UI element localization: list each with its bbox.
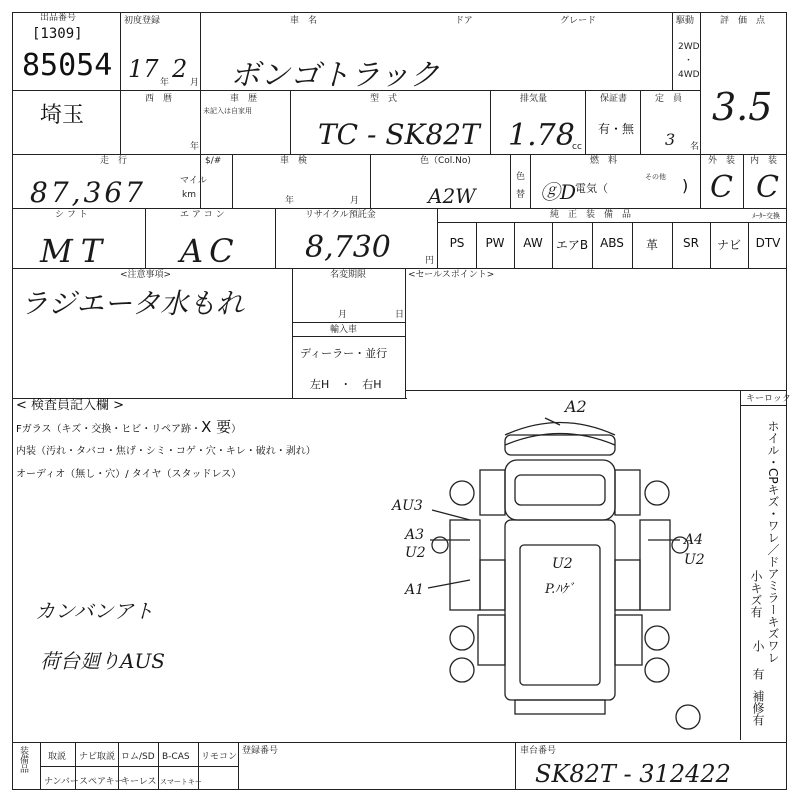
footer-rom: ロム/SD bbox=[121, 752, 155, 762]
model-year-note: 未記入は自家用 bbox=[203, 107, 252, 115]
mark-u2-center: U2 bbox=[552, 556, 573, 572]
chassis-number-label: 車台番号 bbox=[520, 746, 557, 756]
equip-navi: ナビ bbox=[716, 238, 741, 252]
displacement-label: 排気量 bbox=[520, 94, 548, 104]
mark-au3: AU3 bbox=[392, 498, 423, 514]
lot-label: 出品番号 bbox=[40, 13, 77, 23]
mileage-unit-km: km bbox=[182, 190, 196, 200]
equip-abs: ABS bbox=[600, 236, 624, 250]
equip-leather: 革 bbox=[645, 238, 658, 252]
color-label: 色（Col.No) bbox=[420, 156, 471, 166]
side-repair: 補修有 bbox=[751, 690, 765, 726]
car-name-label: 車 名 bbox=[290, 16, 318, 26]
color-value: A2W bbox=[428, 184, 476, 208]
footer-manual: 取説 bbox=[48, 752, 67, 762]
equipment-label: 純 正 装 備 品 bbox=[550, 210, 632, 220]
remarks-2: 荷台廻りAUS bbox=[40, 649, 165, 673]
exterior-grade: C bbox=[710, 170, 733, 205]
mileage-label: 走 行 bbox=[100, 156, 128, 166]
recolor-label-2: 替 bbox=[516, 190, 526, 200]
footer-navi-manual: ナビ取説 bbox=[79, 752, 116, 762]
mark-a3: A3 bbox=[405, 527, 425, 543]
capacity-label: 定 員 bbox=[655, 94, 683, 104]
mark-p-hage: P.ﾊｹﾞ bbox=[545, 582, 575, 597]
audio-line: オーディオ（無し・穴）/ タイヤ（スタッドレス） bbox=[16, 469, 242, 480]
mark-a1: A1 bbox=[405, 582, 425, 598]
recolor-label-1: 色 bbox=[516, 172, 526, 182]
footer-plate: ナンバー bbox=[44, 777, 79, 787]
drive-label: 駆動 bbox=[676, 16, 695, 26]
drive-4wd: 4WD bbox=[678, 70, 700, 80]
footer-spare-key: スペアキー bbox=[79, 777, 124, 787]
model-year-label: 車 歴 bbox=[230, 94, 258, 104]
caution-text: ラジエータ水もれ bbox=[20, 287, 245, 320]
grade-label: グレード bbox=[560, 16, 597, 26]
keylock-label: キーロック bbox=[746, 394, 791, 404]
warranty-value: 有・無 bbox=[598, 122, 635, 136]
aircon-label: エ ア コ ン bbox=[180, 210, 225, 220]
equip-ps: PS bbox=[449, 236, 465, 250]
deadline-day: 日 bbox=[395, 310, 405, 320]
score-label: 評 価 点 bbox=[720, 16, 766, 26]
deadline-month: 月 bbox=[338, 310, 348, 320]
equip-airbag: エアB bbox=[555, 238, 589, 252]
interior-label: 内 装 bbox=[750, 156, 778, 166]
score-value: 3.5 bbox=[712, 85, 773, 129]
aircon-value: AC bbox=[180, 232, 240, 270]
side-small-3: 有 bbox=[751, 668, 765, 680]
handle-option: 左H ・ 右H bbox=[310, 378, 382, 391]
side-small-scratch: 小キズ有 bbox=[749, 570, 763, 618]
doors-label: ドア bbox=[455, 16, 473, 26]
deadline-label: 名変期限 bbox=[330, 270, 367, 280]
first-reg-month: 2 bbox=[172, 55, 188, 83]
warranty-label: 保証書 bbox=[600, 94, 628, 104]
mark-a2: A2 bbox=[565, 397, 587, 416]
first-registration-label: 初度登録 bbox=[124, 16, 161, 26]
shift-label: シ フ ト bbox=[55, 210, 88, 220]
inspection-label: 車 検 bbox=[280, 156, 308, 166]
era-label: 西 暦 bbox=[145, 94, 173, 104]
prefecture: 埼玉 bbox=[40, 103, 85, 128]
first-reg-year: 17 bbox=[128, 55, 159, 83]
mark-u2-left: U2 bbox=[405, 545, 426, 561]
glass-line: Fガラス（キズ・交換・ヒビ・リペア跡・X 要） bbox=[16, 418, 242, 436]
displacement-value: 1.78 bbox=[508, 118, 575, 153]
meter-change-label: ﾒｰﾀｰ交換 bbox=[752, 212, 780, 220]
fuel-electric: 電気（ bbox=[575, 182, 608, 195]
model-value: TC - SK82T bbox=[318, 118, 480, 151]
office-code: [1309] bbox=[32, 26, 83, 42]
mileage-value: 87,367 bbox=[30, 176, 146, 209]
lot-number: 85054 bbox=[22, 48, 113, 83]
reg-number-label: 登録番号 bbox=[242, 746, 279, 756]
recycle-value: 8,730 bbox=[305, 230, 391, 265]
drive-2wd: 2WD bbox=[678, 42, 700, 52]
footer-equip-label: 装備品 bbox=[18, 746, 28, 773]
footer-keyless: キーレス bbox=[121, 777, 157, 787]
footer-bcas: B-CAS bbox=[162, 752, 190, 762]
footer-smart-key: スマートキー bbox=[160, 778, 202, 786]
footer-remote: リモコン bbox=[201, 752, 238, 762]
fuel-value: ⓖD bbox=[540, 180, 577, 204]
equip-pw: PW bbox=[485, 236, 505, 250]
mileage-unit-mile: マイル bbox=[180, 176, 207, 186]
equip-aw: AW bbox=[523, 236, 543, 250]
capacity-value: 3 bbox=[665, 130, 676, 149]
interior-line: 内装（汚れ・タバコ・焦げ・シミ・コゲ・穴・キレ・破れ・剥れ） bbox=[16, 446, 316, 457]
remarks-1: カンバンアト bbox=[35, 599, 154, 623]
chassis-number: SK82T - 312422 bbox=[535, 760, 731, 788]
mark-a4: A4 bbox=[684, 532, 704, 548]
dealer-option: ディーラー・並行 bbox=[300, 347, 388, 360]
sales-point-label: <セールスポイント> bbox=[408, 270, 495, 280]
import-label: 輸入車 bbox=[330, 325, 358, 335]
equip-dtv: DTV bbox=[755, 236, 781, 250]
equip-sr: SR bbox=[683, 236, 699, 250]
car-name: ボンゴトラック bbox=[230, 58, 440, 93]
model-label: 型 式 bbox=[370, 94, 398, 104]
inspector-heading: < 検査員記入欄 > bbox=[16, 398, 125, 413]
side-small-2: 小 bbox=[751, 640, 765, 652]
fuel-label: 燃 料 bbox=[590, 156, 618, 166]
recycle-yen: 円 bbox=[425, 256, 435, 266]
mark-u2-right: U2 bbox=[684, 552, 705, 568]
recycle-label: リサイクル預託金 bbox=[305, 210, 376, 220]
interior-grade: C bbox=[756, 170, 779, 205]
shift-value: MT bbox=[40, 232, 111, 270]
exterior-label: 外 装 bbox=[708, 156, 736, 166]
side-note: ホイル・CPキズ・ワレ／ドアミラーキズワレ bbox=[766, 420, 780, 664]
caution-label: <注意事項> bbox=[120, 270, 172, 280]
fuel-other: その他 bbox=[645, 173, 666, 181]
dollar-label: $/# bbox=[205, 156, 222, 166]
